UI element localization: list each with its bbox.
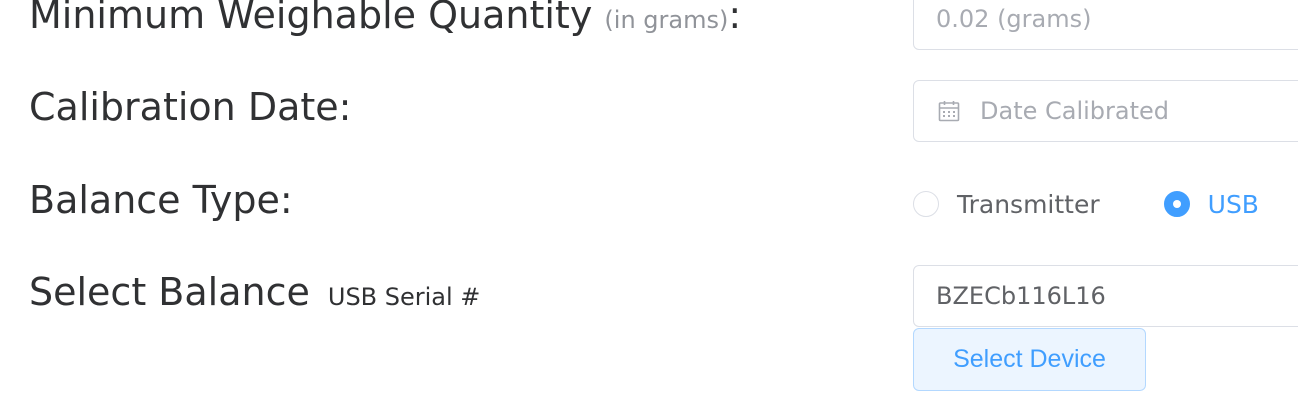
radio-usb[interactable] — [1164, 190, 1259, 219]
calibration-date-input[interactable] — [913, 80, 1298, 142]
balance-type-label: Balance Type: — [29, 178, 293, 222]
radio-transmitter[interactable] — [913, 190, 1100, 219]
usb-serial-hint: USB Serial # — [327, 283, 481, 311]
min-weighable-colon: : — [728, 0, 742, 37]
min-weighable-placeholder: 0.02 (grams) — [936, 5, 1092, 33]
select-balance-label — [29, 270, 481, 314]
select-device-button[interactable]: Select Device — [913, 328, 1146, 391]
min-weighable-label-text: Minimum Weighable Quantity — [29, 0, 593, 37]
calendar-icon — [936, 98, 962, 124]
radio-transmitter-circle[interactable] — [913, 191, 939, 217]
radio-usb-label: USB — [1207, 189, 1259, 219]
calibration-date-placeholder: Date Calibrated — [980, 97, 1170, 125]
balance-type-radio-group — [913, 186, 1259, 222]
min-weighable-input[interactable] — [913, 0, 1298, 50]
calibration-date-label: Calibration Date: — [29, 85, 352, 129]
select-balance-label-text: Select Balance — [29, 270, 310, 314]
min-weighable-unit-hint: (in grams) — [604, 6, 729, 34]
usb-serial-input[interactable] — [913, 265, 1298, 327]
radio-transmitter-label: Transmitter — [957, 189, 1100, 219]
usb-serial-value: BZECb116L16 — [936, 282, 1106, 310]
min-weighable-label — [29, 0, 742, 37]
radio-usb-circle[interactable] — [1164, 191, 1190, 217]
